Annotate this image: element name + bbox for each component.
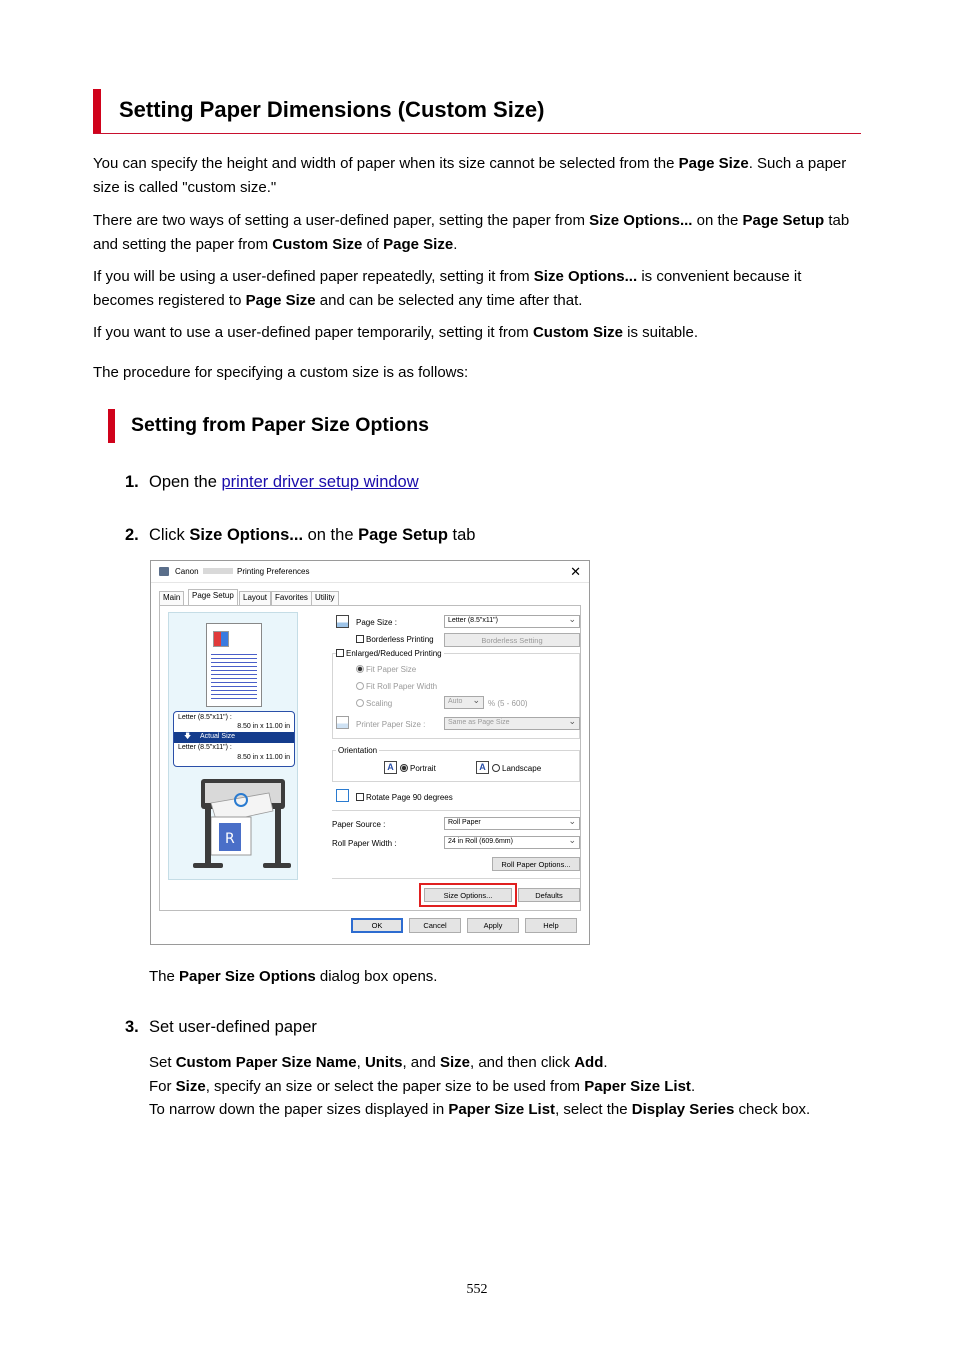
- size-info-box: [173, 711, 295, 767]
- tab-layout[interactable]: Layout: [239, 591, 271, 605]
- step-3-line-1: Set Custom Paper Size Name, Units, and Size, and then click Add.: [149, 1054, 608, 1071]
- preview-image-icon: [213, 631, 229, 647]
- redacted-model-name: [203, 568, 233, 574]
- fit-roll-paper-width-radio[interactable]: Fit Roll Paper Width: [356, 682, 437, 691]
- step-number: 2.: [125, 526, 139, 544]
- section-title: Setting from Paper Size Options: [131, 414, 429, 436]
- step-3-detail: [149, 1051, 810, 1122]
- step-number: 3.: [125, 1018, 139, 1036]
- help-button[interactable]: Help: [525, 918, 577, 933]
- intro-paragraph-3: If you will be using a user-defined paper repeatedly, setting it from Size Options... is convenient because it becomes registered to Page Size and can be selected any time after that.: [93, 268, 802, 309]
- rotate-icon: [336, 789, 349, 802]
- printing-preferences-dialog: [150, 560, 590, 945]
- dialog-title: Printing Preferences: [237, 567, 310, 576]
- fit-paper-size-radio[interactable]: Fit Paper Size: [356, 665, 416, 674]
- large-format-printer-image: [181, 773, 293, 877]
- borderless-setting-button[interactable]: Borderless Setting: [444, 633, 580, 647]
- step-number: 1.: [125, 473, 139, 491]
- scaling-input[interactable]: Auto ⌄: [444, 696, 484, 709]
- intro-paragraph-5: The procedure for specifying a custom size is as follows:: [93, 364, 469, 381]
- intro-paragraph-4: If you want to use a user-defined paper temporarily, setting it from Custom Size is suitable.: [93, 324, 698, 341]
- paper-preview: [206, 623, 262, 707]
- portrait-icon: A: [384, 761, 397, 774]
- roll-paper-width-label: Roll Paper Width :: [332, 839, 397, 848]
- rotate-page-checkbox[interactable]: Rotate Page 90 degrees: [356, 793, 453, 802]
- ok-button[interactable]: OK: [351, 918, 403, 933]
- output-size-info: Letter (8.5"x11") :: [178, 744, 232, 751]
- highlight-box: [419, 883, 517, 907]
- actual-size-label: Actual Size: [200, 733, 236, 740]
- step-3-line-2: For Size, specify an size or select the paper size to be used from Paper Size List.: [149, 1077, 696, 1095]
- printer-driver-setup-link[interactable]: printer driver setup window: [221, 473, 419, 491]
- step-2-note: The Paper Size Options dialog box opens.: [149, 968, 438, 985]
- actual-size-row: [174, 732, 294, 743]
- step-3: [125, 1018, 625, 1040]
- scaling-range-label: % (5 - 600): [488, 699, 528, 708]
- dialog-title-brand: Canon: [175, 567, 199, 576]
- landscape-icon: A: [476, 761, 489, 774]
- tab-favorites[interactable]: Favorites: [271, 591, 312, 605]
- defaults-button[interactable]: Defaults: [518, 888, 580, 902]
- page-setup-panel: [159, 605, 581, 911]
- step-3-line-3: To narrow down the paper sizes displayed in Paper Size List, select the Display Series check box.: [149, 1101, 811, 1118]
- page-size-dimensions: 8.50 in x 11.00 in: [237, 723, 290, 730]
- arrow-down-icon: 🡇: [184, 733, 192, 740]
- printer-paper-size-label: Printer Paper Size :: [356, 720, 426, 729]
- size-options-button[interactable]: Size Options...: [424, 888, 512, 902]
- page-size-label: Page Size :: [356, 618, 397, 627]
- step-1: [125, 473, 625, 495]
- tab-utility[interactable]: Utility: [311, 591, 339, 605]
- output-size-dimensions: 8.50 in x 11.00 in: [237, 754, 290, 761]
- page-size-info: Letter (8.5"x11") :: [178, 714, 232, 721]
- paper-source-select[interactable]: Roll Paper ⌄: [444, 817, 580, 830]
- step-text: Open the printer driver setup window: [149, 473, 419, 491]
- portrait-radio[interactable]: Portrait: [400, 764, 436, 773]
- tab-page-setup[interactable]: Page Setup: [188, 589, 238, 605]
- printer-paper-size-icon: [336, 716, 349, 729]
- subheading-accent-bar: [108, 409, 115, 443]
- paper-source-label: Paper Source :: [332, 820, 386, 829]
- roll-paper-width-select[interactable]: 24 in Roll (609.6mm) ⌄: [444, 836, 580, 849]
- scaling-radio[interactable]: Scaling: [356, 699, 392, 708]
- tab-main[interactable]: Main: [159, 591, 184, 605]
- printer-paper-size-select[interactable]: Same as Page Size ⌄: [444, 717, 580, 730]
- close-icon[interactable]: ✕: [570, 564, 581, 579]
- page-heading: [93, 89, 861, 134]
- orientation-label: Orientation: [338, 746, 378, 755]
- landscape-radio[interactable]: Landscape: [492, 764, 541, 773]
- preview-text-lines: [211, 654, 257, 700]
- page-number: 552: [466, 1282, 488, 1297]
- apply-button[interactable]: Apply: [467, 918, 519, 933]
- intro-paragraph-1: You can specify the height and width of paper when its size cannot be selected from the Page Size. Such a paper size is called "custom size.": [93, 155, 847, 196]
- step-text: Set user-defined paper: [149, 1018, 317, 1036]
- borderless-printing-checkbox[interactable]: Borderless Printing: [356, 635, 434, 644]
- roll-paper-options-button[interactable]: Roll Paper Options...: [492, 857, 580, 871]
- step-text: Click Size Options... on the Page Setup tab: [149, 526, 476, 544]
- intro-paragraph-2: There are two ways of setting a user-defined paper, setting the paper from Size Options... on the Page Setup tab and setting the paper from Custom Size of Page Size.: [93, 212, 850, 253]
- svg-text:R: R: [225, 831, 235, 847]
- divider: [332, 878, 580, 879]
- divider: [332, 810, 580, 811]
- page-title: Setting Paper Dimensions (Custom Size): [119, 97, 545, 122]
- printer-icon: [159, 567, 169, 576]
- preview-pane: [168, 612, 298, 880]
- page-size-icon: [336, 615, 349, 628]
- dialog-title-bar: [151, 561, 589, 583]
- enlarged-reduced-checkbox[interactable]: Enlarged/Reduced Printing: [336, 649, 444, 658]
- page-size-select[interactable]: Letter (8.5"x11") ⌄: [444, 615, 580, 628]
- step-2: [125, 526, 625, 548]
- heading-accent-bar: [93, 89, 101, 133]
- cancel-button[interactable]: Cancel: [409, 918, 461, 933]
